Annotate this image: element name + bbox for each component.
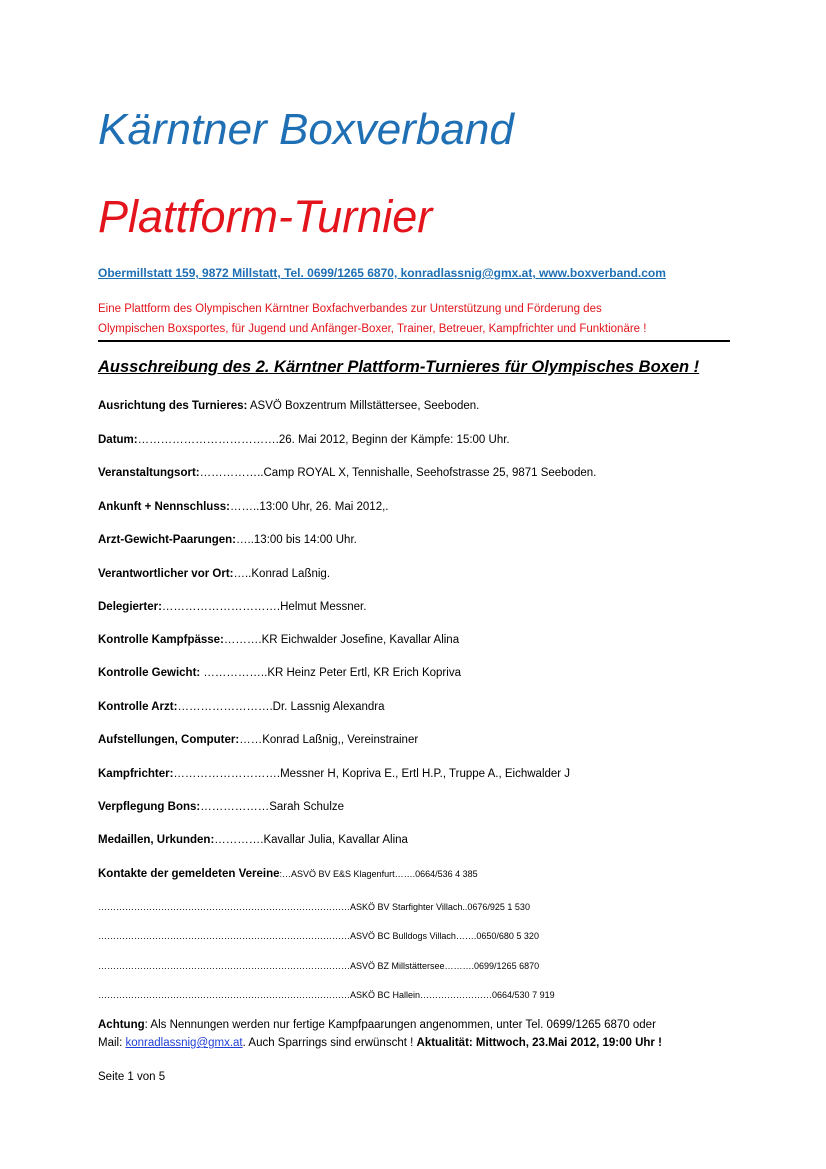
contact-line: …………………………………………………………………………ASVÖ BZ Millstättersee……….0699/1265 6870 (98, 961, 540, 971)
notice-line-1: Achtung: Als Nennungen werden nur fertige Kampfpaarungen angenommen, unter Tel. 0699/1265 6870 oder (98, 1019, 656, 1031)
detail-row: Arzt-Gewicht-Paarungen:…..13:00 bis 14:00 Uhr. (98, 534, 357, 546)
detail-row: Medaillen, Urkunden:………….Kavallar Julia, Kavallar Alina (98, 834, 408, 846)
description-line-2: Olympischen Boxsportes, für Jugend und Anfänger-Boxer, Trainer, Betreuer, Kampfrichter und Funktionäre ! (98, 323, 647, 335)
detail-row: Datum:……………………………….26. Mai 2012, Beginn der Kämpfe: 15:00 Uhr. (98, 434, 510, 446)
detail-row: Kontrolle Gewicht: ……………..KR Heinz Peter Ertl, KR Erich Kopriva (98, 667, 461, 679)
page-number: Seite 1 von 5 (98, 1071, 166, 1083)
contact-line: …………………………………………………………………………ASKÖ BC Hallein……………………0664/530 7 919 (98, 990, 555, 1000)
contacts-row: Kontakte der gemeldeten Vereine:…ASVÖ BV E&S Klagenfurt…….0664/536 4 385 (98, 868, 478, 880)
horizontal-rule (98, 340, 730, 342)
detail-row: Ausrichtung des Turnieres: ASVÖ Boxzentrum Millstättersee, Seeboden. (98, 400, 480, 412)
document-subtitle: Plattform-Turnier (98, 191, 433, 242)
detail-row: Ankunft + Nennschluss:……..13:00 Uhr, 26. Mai 2012,. (98, 501, 389, 513)
detail-row: Aufstellungen, Computer:……Konrad Laßnig,, Vereinstrainer (98, 734, 419, 746)
document-title: Kärntner Boxverband (98, 105, 514, 154)
announcement-heading: Ausschreibung des 2. Kärntner Plattform-Turnieres für Olympisches Boxen ! (98, 358, 700, 376)
detail-row: Verpflegung Bons:………………Sarah Schulze (98, 801, 345, 813)
update-notice: Aktualität: Mittwoch, 23.Mai 2012, 19:00 Uhr ! (416, 1037, 662, 1049)
detail-row: Verantwortlicher vor Ort:…..Konrad Laßnig. (98, 568, 331, 580)
contact-line: …………………………………………………………………………ASKÖ BV Starfighter Villach..0676/925 1 530 (98, 902, 530, 912)
description-line-1: Eine Plattform des Olympischen Kärntner Boxfachverbandes zur Unterstützung und Förderung des (98, 303, 602, 315)
detail-row: Kontrolle Arzt:…………………….Dr. Lassnig Alexandra (98, 701, 385, 713)
detail-row: Kontrolle Kampfpässe:……….KR Eichwalder Josefine, Kavallar Alina (98, 634, 460, 646)
email-link[interactable]: konradlassnig@gmx.at (125, 1037, 243, 1049)
detail-row: Veranstaltungsort:……………..Camp ROYAL X, Tennishalle, Seehofstrasse 25, 9871 Seeboden. (98, 467, 597, 479)
detail-row: Kampfrichter:……………………….Messner H, Kopriva E., Ertl H.P., Truppe A., Eichwalder J (98, 768, 571, 780)
contact-line: …………………………………………………………………………ASVÖ BC Bulldogs Villach…….0650/680 5 320 (98, 931, 539, 941)
detail-row: Delegierter:………………………….Helmut Messner. (98, 601, 367, 613)
notice-line-2: Mail: konradlassnig@gmx.at. Auch Sparrings sind erwünscht ! Aktualität: Mittwoch, 23.Mai 2012, 19:00 Uhr ! (98, 1037, 662, 1049)
address-line[interactable]: Obermillstatt 159, 9872 Millstatt, Tel. 0699/1265 6870, konradlassnig@gmx.at, www.boxverband.com (98, 266, 666, 280)
